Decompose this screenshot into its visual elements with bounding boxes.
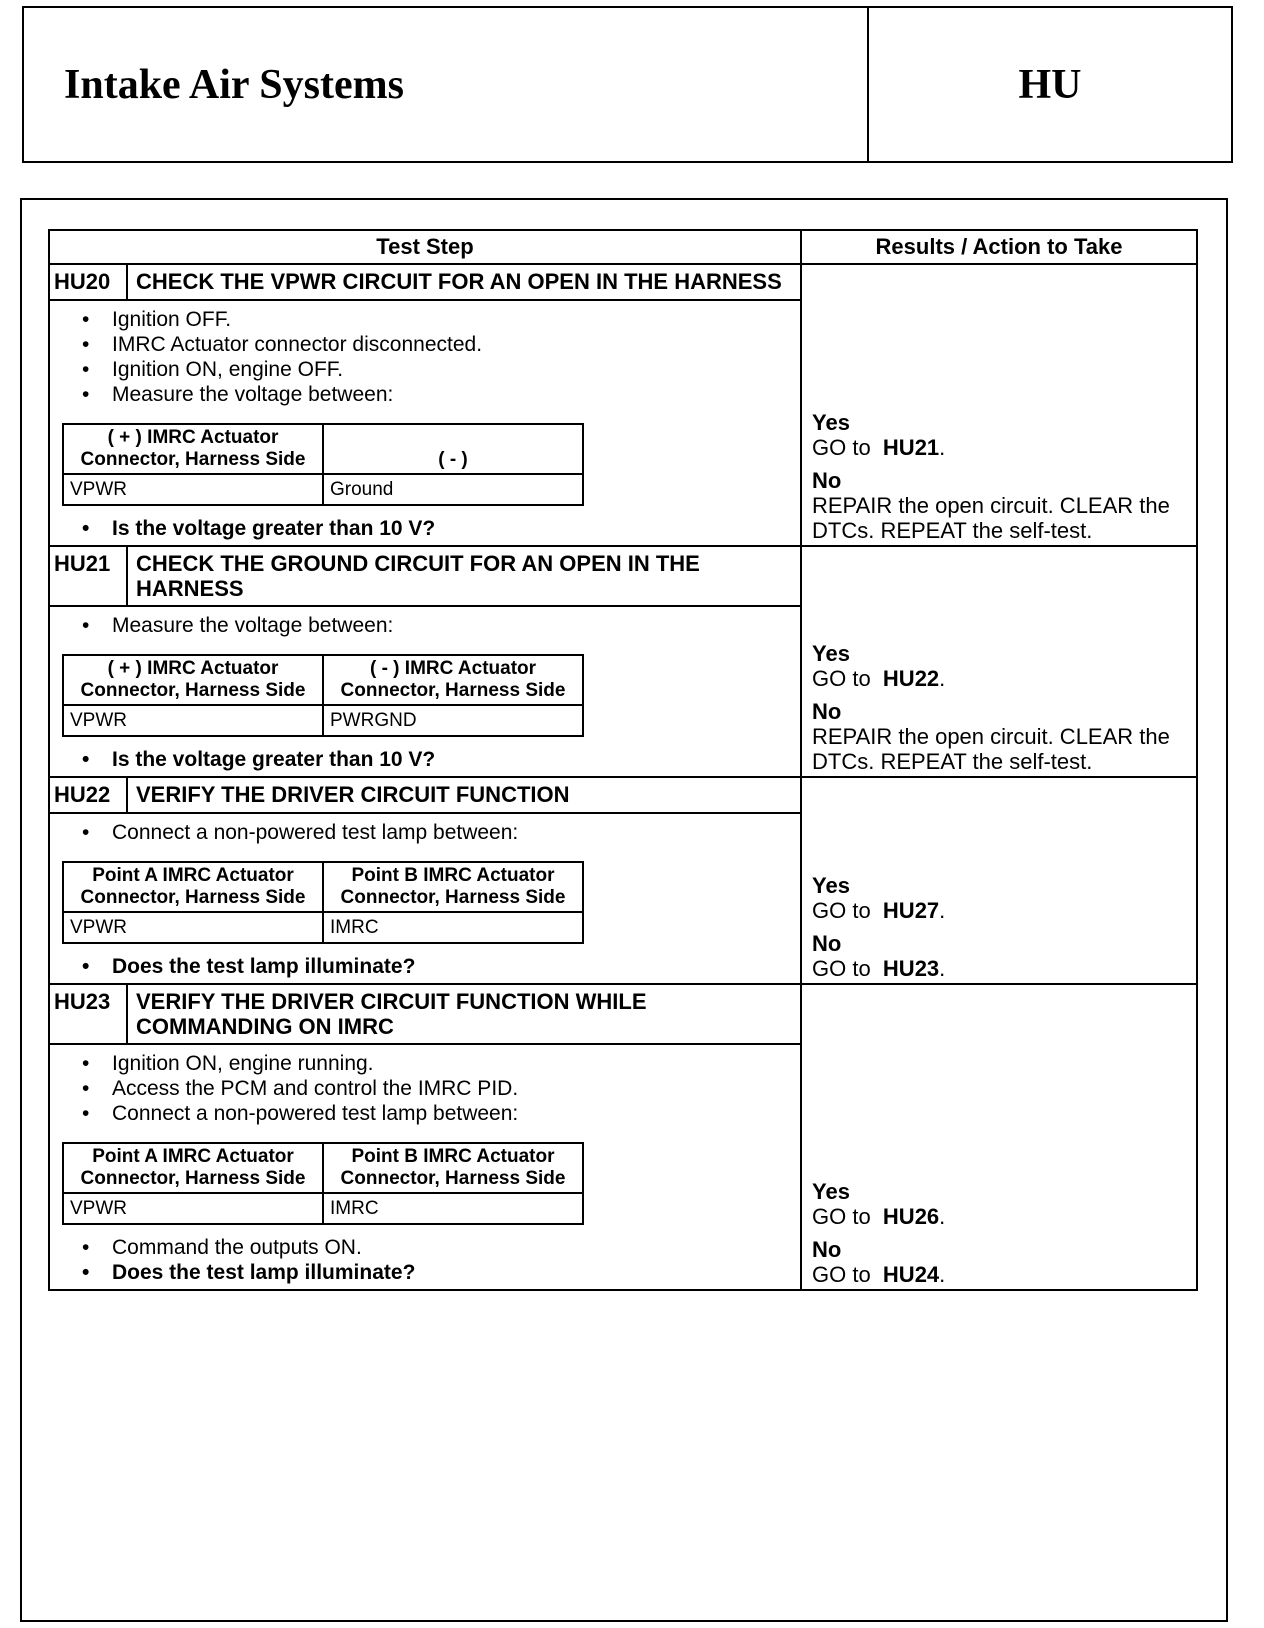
step-results xyxy=(801,546,1197,777)
step-results xyxy=(801,984,1197,1290)
result-yes-label: Yes xyxy=(812,1179,850,1204)
instruction-list xyxy=(62,1235,792,1285)
instruction-item: • Ignition ON, engine running. xyxy=(82,1051,792,1076)
connector-value-a: VPWR xyxy=(63,1193,323,1224)
connector-value-b: PWRGND xyxy=(323,705,583,736)
result-yes-action: GO to HU26. xyxy=(812,1204,946,1229)
result-no-label: No xyxy=(812,931,842,956)
result-yes-action: GO to HU22. xyxy=(812,666,946,691)
connector-header-a: Point A IMRC Actuator Connector, Harness Side xyxy=(63,862,323,912)
connector-value-b: IMRC xyxy=(323,1193,583,1224)
content-frame xyxy=(20,198,1228,1622)
instruction-list xyxy=(62,307,792,407)
result-no-action: GO to HU23. xyxy=(812,956,946,981)
step-body xyxy=(49,606,801,777)
section-code: HU xyxy=(1018,61,1082,108)
instruction-item: • Access the PCM and control the IMRC PID. xyxy=(82,1076,792,1101)
page-header xyxy=(22,6,1233,163)
step-title-row xyxy=(49,546,1197,606)
goto-step-link[interactable]: HU21 xyxy=(882,435,940,460)
results-header: Results / Action to Take xyxy=(801,230,1197,264)
result-yes-action: GO to HU27. xyxy=(812,898,946,923)
step-id: HU20 xyxy=(49,264,127,300)
instruction-item: • Ignition ON, engine OFF. xyxy=(82,357,792,382)
result-no-action: REPAIR the open circuit. CLEAR the DTCs. REPEAT the self-test. xyxy=(812,493,1170,543)
connector-header-b: Point B IMRC Actuator Connector, Harness Side xyxy=(323,1143,583,1193)
section-title: Intake Air Systems xyxy=(24,8,869,161)
instruction-item: • Measure the voltage between: xyxy=(82,613,792,638)
step-title-row xyxy=(49,777,1197,813)
goto-step-link[interactable]: HU26 xyxy=(882,1204,940,1229)
step-question: • Does the test lamp illuminate? xyxy=(82,954,792,979)
step-results xyxy=(801,264,1197,546)
step-id: HU23 xyxy=(49,984,127,1044)
connector-table xyxy=(62,423,584,506)
instruction-list xyxy=(62,613,792,638)
step-title: CHECK THE GROUND CIRCUIT FOR AN OPEN IN THE HARNESS xyxy=(127,546,801,606)
goto-step-link[interactable]: HU27 xyxy=(882,898,940,923)
step-id: HU21 xyxy=(49,546,127,606)
instruction-list xyxy=(62,954,792,979)
step-title: VERIFY THE DRIVER CIRCUIT FUNCTION xyxy=(127,777,801,813)
step-question: • Does the test lamp illuminate? xyxy=(82,1260,792,1285)
connector-header-b: ( - ) IMRC Actuator Connector, Harness Side xyxy=(323,655,583,705)
instruction-list xyxy=(62,1051,792,1126)
step-question: • Is the voltage greater than 10 V? xyxy=(82,516,792,541)
connector-header-a: ( + ) IMRC Actuator Connector, Harness Side xyxy=(63,424,323,474)
step-title: VERIFY THE DRIVER CIRCUIT FUNCTION WHILE COMMANDING ON IMRC xyxy=(127,984,801,1044)
goto-step-link[interactable]: HU22 xyxy=(882,666,940,691)
test-step-table xyxy=(48,229,1198,1291)
connector-table xyxy=(62,654,584,737)
step-question: • Is the voltage greater than 10 V? xyxy=(82,747,792,772)
result-no-label: No xyxy=(812,699,842,724)
connector-header-b: Point B IMRC Actuator Connector, Harness Side xyxy=(323,862,583,912)
step-body xyxy=(49,813,801,984)
instruction-list xyxy=(62,747,792,772)
connector-table xyxy=(62,861,584,944)
step-body xyxy=(49,300,801,546)
instruction-item: • IMRC Actuator connector disconnected. xyxy=(82,332,792,357)
result-yes-label: Yes xyxy=(812,410,850,435)
result-no-action: GO to HU24. xyxy=(812,1262,946,1287)
step-id: HU22 xyxy=(49,777,127,813)
instruction-list xyxy=(62,820,792,845)
result-yes-label: Yes xyxy=(812,873,850,898)
instruction-item: • Connect a non-powered test lamp between: xyxy=(82,820,792,845)
instruction-item: • Connect a non-powered test lamp between: xyxy=(82,1101,792,1126)
step-body xyxy=(49,1044,801,1290)
connector-value-a: VPWR xyxy=(63,912,323,943)
connector-table xyxy=(62,1142,584,1225)
instruction-list xyxy=(62,516,792,541)
connector-header-a: ( + ) IMRC Actuator Connector, Harness Side xyxy=(63,655,323,705)
connector-value-a: VPWR xyxy=(63,705,323,736)
result-no-label: No xyxy=(812,468,842,493)
step-results xyxy=(801,777,1197,984)
goto-step-link[interactable]: HU23 xyxy=(882,956,940,981)
connector-value-b: IMRC xyxy=(323,912,583,943)
instruction-item: • Measure the voltage between: xyxy=(82,382,792,407)
result-yes-action: GO to HU21. xyxy=(812,435,946,460)
result-no-label: No xyxy=(812,1237,842,1262)
goto-step-link[interactable]: HU24 xyxy=(882,1262,940,1287)
connector-header-b: ( - ) xyxy=(323,424,583,474)
instruction-item: • Command the outputs ON. xyxy=(82,1235,792,1260)
connector-header-a: Point A IMRC Actuator Connector, Harness Side xyxy=(63,1143,323,1193)
result-no-action: REPAIR the open circuit. CLEAR the DTCs. REPEAT the self-test. xyxy=(812,724,1170,774)
step-title-row xyxy=(49,984,1197,1044)
step-title: CHECK THE VPWR CIRCUIT FOR AN OPEN IN THE HARNESS xyxy=(127,264,801,300)
step-title-row xyxy=(49,264,1197,300)
table-header-row xyxy=(49,230,1197,264)
test-step-header: Test Step xyxy=(49,230,801,264)
instruction-item: • Ignition OFF. xyxy=(82,307,792,332)
result-yes-label: Yes xyxy=(812,641,850,666)
connector-value-a: VPWR xyxy=(63,474,323,505)
connector-value-b: Ground xyxy=(323,474,583,505)
